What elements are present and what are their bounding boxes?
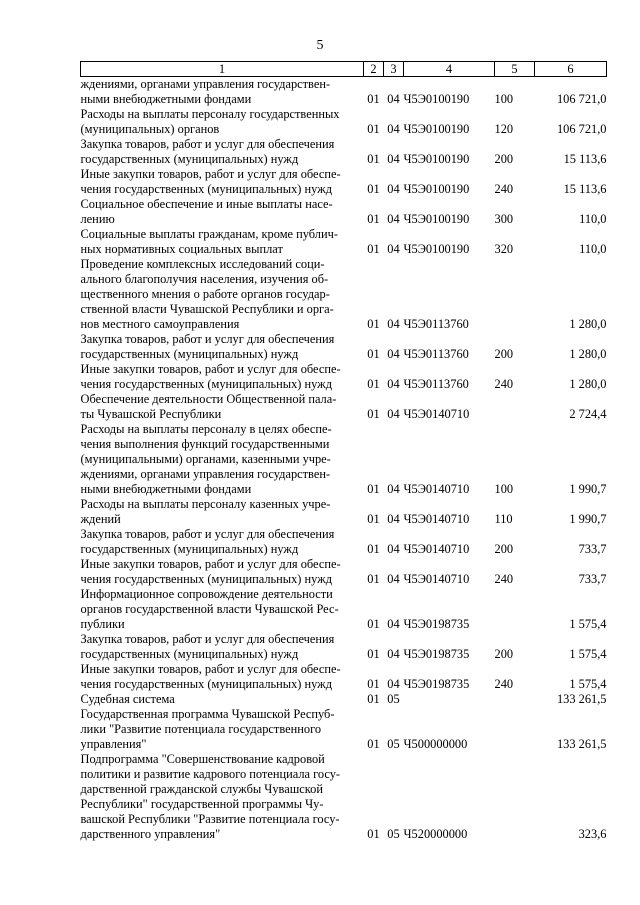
header-col-3: 3 [384, 62, 404, 77]
row-subsection: 05 [387, 827, 400, 841]
row-description [81, 557, 364, 587]
row-subsection: 04 [387, 92, 400, 106]
row-description [81, 137, 364, 167]
row-section: 01 [367, 647, 380, 661]
row-expense-type: 200 [494, 347, 514, 361]
table-row [81, 662, 607, 692]
row-expense-type [495, 257, 535, 332]
row-description [81, 497, 364, 527]
row-section: 01 [367, 572, 380, 586]
row-subsection: 04 [387, 182, 400, 196]
row-amount: 1 990,7 [569, 482, 607, 496]
row-expense-type: 200 [494, 647, 514, 661]
header-col-1: 1 [81, 62, 364, 77]
table-row [81, 332, 607, 362]
row-description [81, 257, 364, 332]
table-row [81, 692, 607, 707]
row-target-article: Ч5Э0100190 [403, 92, 470, 106]
row-description-text: Государственная программа Чувашской Респуб- лики "Развитие потенциала государственного управления" [80, 707, 335, 751]
row-description [81, 392, 364, 422]
budget-table [80, 61, 607, 842]
row-expense-type: 100 [494, 482, 514, 496]
table-row [81, 137, 607, 167]
row-description-text: Иные закупки товаров, работ и услуг для обеспе- чения государственных (муниципальных) нужд [80, 662, 341, 691]
row-expense-type: 200 [494, 542, 514, 556]
table-row [81, 587, 607, 632]
row-target-article: Ч5Э0198735 [403, 617, 470, 631]
row-subsection: 04 [387, 122, 400, 136]
row-section: 01 [367, 242, 380, 256]
row-description [81, 167, 364, 197]
row-subsection: 04 [387, 677, 400, 691]
row-subsection: 04 [387, 617, 400, 631]
header-col-6: 6 [535, 62, 607, 77]
row-description-text: Проведение комплексных исследований соци- ального благополучия населения, изучения об- щественного мнения о работе органов государ- ственной власти Чувашской Республики и орга- нов местного самоуправления [80, 257, 334, 331]
row-subsection: 04 [387, 317, 400, 331]
table-row [81, 77, 607, 108]
row-expense-type: 120 [494, 122, 514, 136]
row-subsection: 04 [387, 152, 400, 166]
row-section: 01 [367, 92, 380, 106]
row-section: 01 [367, 347, 380, 361]
row-amount: 733,7 [578, 542, 607, 556]
row-target-article: Ч5Э0198735 [403, 677, 470, 691]
row-description [81, 197, 364, 227]
row-subsection: 04 [387, 647, 400, 661]
table-row [81, 557, 607, 587]
row-expense-type: 240 [494, 182, 514, 196]
row-expense-type [495, 392, 535, 422]
row-amount: 323,6 [578, 827, 607, 841]
header-col-5: 5 [495, 62, 535, 77]
row-description-text: Судебная система [80, 692, 175, 706]
row-target-article: Ч5Э0113760 [403, 377, 469, 391]
row-description-text: Иные закупки товаров, работ и услуг для обеспе- чения государственных (муниципальных) нужд [80, 362, 341, 391]
row-target-article: Ч5Э0140710 [403, 482, 470, 496]
row-expense-type: 240 [494, 377, 514, 391]
row-amount: 15 113,6 [563, 152, 607, 166]
row-amount: 106 721,0 [556, 92, 607, 106]
row-section: 01 [367, 317, 380, 331]
row-section: 01 [367, 482, 380, 496]
table-row [81, 257, 607, 332]
row-amount: 2 724,4 [569, 407, 607, 421]
row-description [81, 332, 364, 362]
row-description [81, 692, 364, 707]
row-expense-type: 240 [494, 677, 514, 691]
table-row [81, 422, 607, 497]
row-description [81, 752, 364, 842]
table-header-row [81, 62, 607, 77]
row-subsection: 04 [387, 242, 400, 256]
row-target-article: Ч500000000 [403, 737, 468, 751]
row-description-text: ждениями, органами управления государствен- ными внебюджетными фондами [80, 77, 331, 106]
row-target-article: Ч5Э0140710 [403, 572, 470, 586]
row-target-article: Ч5Э0113760 [403, 317, 469, 331]
row-section: 01 [367, 512, 380, 526]
row-section: 01 [367, 212, 380, 226]
row-description-text: Расходы на выплаты персоналу государственных (муниципальных) органов [80, 107, 340, 136]
row-description [81, 422, 364, 497]
table-row [81, 197, 607, 227]
row-expense-type [495, 587, 535, 632]
row-section: 01 [367, 182, 380, 196]
row-subsection: 04 [387, 407, 400, 421]
row-section: 01 [367, 617, 380, 631]
table-row [81, 167, 607, 197]
row-amount: 1 575,4 [569, 647, 607, 661]
row-expense-type: 320 [494, 242, 514, 256]
table-row [81, 632, 607, 662]
row-description-text: Расходы на выплаты персоналу в целях обеспе- чения выполнения функций государственными (муниципальными) органами, казенными учре- ждениями, органами управления государствен- ными внебюджетными фондами [80, 422, 332, 496]
row-section: 01 [367, 827, 380, 841]
row-target-article: Ч5Э0113760 [403, 347, 469, 361]
row-amount: 1 990,7 [569, 512, 607, 526]
row-description-text: Расходы на выплаты персоналу казенных учре- ждений [80, 497, 331, 526]
table-row [81, 752, 607, 842]
row-description [81, 77, 364, 108]
row-amount: 15 113,6 [563, 182, 607, 196]
table-row [81, 707, 607, 752]
row-description [81, 227, 364, 257]
table-row [81, 527, 607, 557]
row-description [81, 707, 364, 752]
row-subsection: 04 [387, 347, 400, 361]
row-expense-type: 200 [494, 152, 514, 166]
row-section: 01 [367, 737, 380, 751]
row-subsection: 04 [387, 572, 400, 586]
row-subsection: 04 [387, 542, 400, 556]
row-section: 01 [367, 677, 380, 691]
page-number: 5 [316, 38, 324, 53]
row-target-article [404, 692, 495, 707]
row-expense-type: 300 [494, 212, 514, 226]
row-description [81, 587, 364, 632]
row-expense-type [495, 752, 535, 842]
row-description-text: Социальные выплаты гражданам, кроме публич- ных нормативных социальных выплат [80, 227, 338, 256]
row-target-article: Ч5Э0100190 [403, 212, 470, 226]
row-section: 01 [367, 542, 380, 556]
row-amount: 1 280,0 [569, 377, 607, 391]
table-body [81, 77, 607, 843]
row-amount: 1 280,0 [569, 317, 607, 331]
row-section: 01 [367, 407, 380, 421]
row-subsection: 04 [387, 512, 400, 526]
row-description [81, 362, 364, 392]
row-description-text: Закупка товаров, работ и услуг для обеспечения государственных (муниципальных) нужд [80, 332, 335, 361]
row-section: 01 [367, 377, 380, 391]
header-col-2: 2 [364, 62, 384, 77]
row-amount: 133 261,5 [556, 692, 607, 706]
row-target-article: Ч5Э0100190 [403, 182, 470, 196]
row-target-article: Ч5Э0140710 [403, 512, 470, 526]
table-row [81, 107, 607, 137]
row-section: 01 [367, 122, 380, 136]
row-amount: 1 280,0 [569, 347, 607, 361]
row-description-text: Социальное обеспечение и иные выплаты насе- лению [80, 197, 333, 226]
row-target-article: Ч5Э0140710 [403, 542, 470, 556]
row-amount: 733,7 [578, 572, 607, 586]
row-description-text: Подпрограмма "Совершенствование кадровой политики и развитие кадрового потенциала госу- дарственной гражданской службы Чувашской Республики" государственной программы Чу- вашской Республики "Развитие потенциала госу- дарственного управления" [80, 752, 341, 841]
row-expense-type: 110 [494, 512, 513, 526]
row-amount: 1 575,4 [569, 677, 607, 691]
row-description-text: Закупка товаров, работ и услуг для обеспечения государственных (муниципальных) нужд [80, 527, 335, 556]
row-expense-type [495, 692, 535, 707]
table-row [81, 497, 607, 527]
table-row [81, 392, 607, 422]
row-target-article: Ч520000000 [403, 827, 468, 841]
row-amount: 110,0 [579, 212, 607, 226]
row-description [81, 107, 364, 137]
row-target-article: Ч5Э0198735 [403, 647, 470, 661]
header-col-4: 4 [404, 62, 495, 77]
row-description-text: Информационное сопровождение деятельности органов государственной власти Чувашской Рес- публики [80, 587, 339, 631]
row-expense-type [495, 707, 535, 752]
row-target-article: Ч5Э0100190 [403, 152, 470, 166]
row-target-article: Ч5Э0140710 [403, 407, 470, 421]
row-amount: 106 721,0 [556, 122, 607, 136]
row-subsection: 04 [387, 212, 400, 226]
row-target-article: Ч5Э0100190 [403, 242, 470, 256]
row-description-text: Обеспечение деятельности Общественной пала- ты Чувашской Республики [80, 392, 337, 421]
row-expense-type: 240 [494, 572, 514, 586]
row-target-article: Ч5Э0100190 [403, 122, 470, 136]
table-row [81, 227, 607, 257]
row-amount: 1 575,4 [569, 617, 607, 631]
row-description [81, 632, 364, 662]
row-description-text: Закупка товаров, работ и услуг для обеспечения государственных (муниципальных) нужд [80, 137, 335, 166]
row-amount: 133 261,5 [556, 737, 607, 751]
row-section: 01 [367, 692, 380, 706]
row-description-text: Иные закупки товаров, работ и услуг для обеспе- чения государственных (муниципальных) нужд [80, 557, 341, 586]
row-subsection: 04 [387, 377, 400, 391]
row-description-text: Закупка товаров, работ и услуг для обеспечения государственных (муниципальных) нужд [80, 632, 335, 661]
table-row [81, 362, 607, 392]
row-subsection: 05 [387, 737, 400, 751]
row-section: 01 [367, 152, 380, 166]
row-description-text: Иные закупки товаров, работ и услуг для обеспе- чения государственных (муниципальных) нужд [80, 167, 341, 196]
row-amount: 110,0 [579, 242, 607, 256]
row-subsection: 04 [387, 482, 400, 496]
row-description [81, 662, 364, 692]
row-expense-type: 100 [494, 92, 514, 106]
row-description [81, 527, 364, 557]
row-subsection: 05 [387, 692, 400, 706]
